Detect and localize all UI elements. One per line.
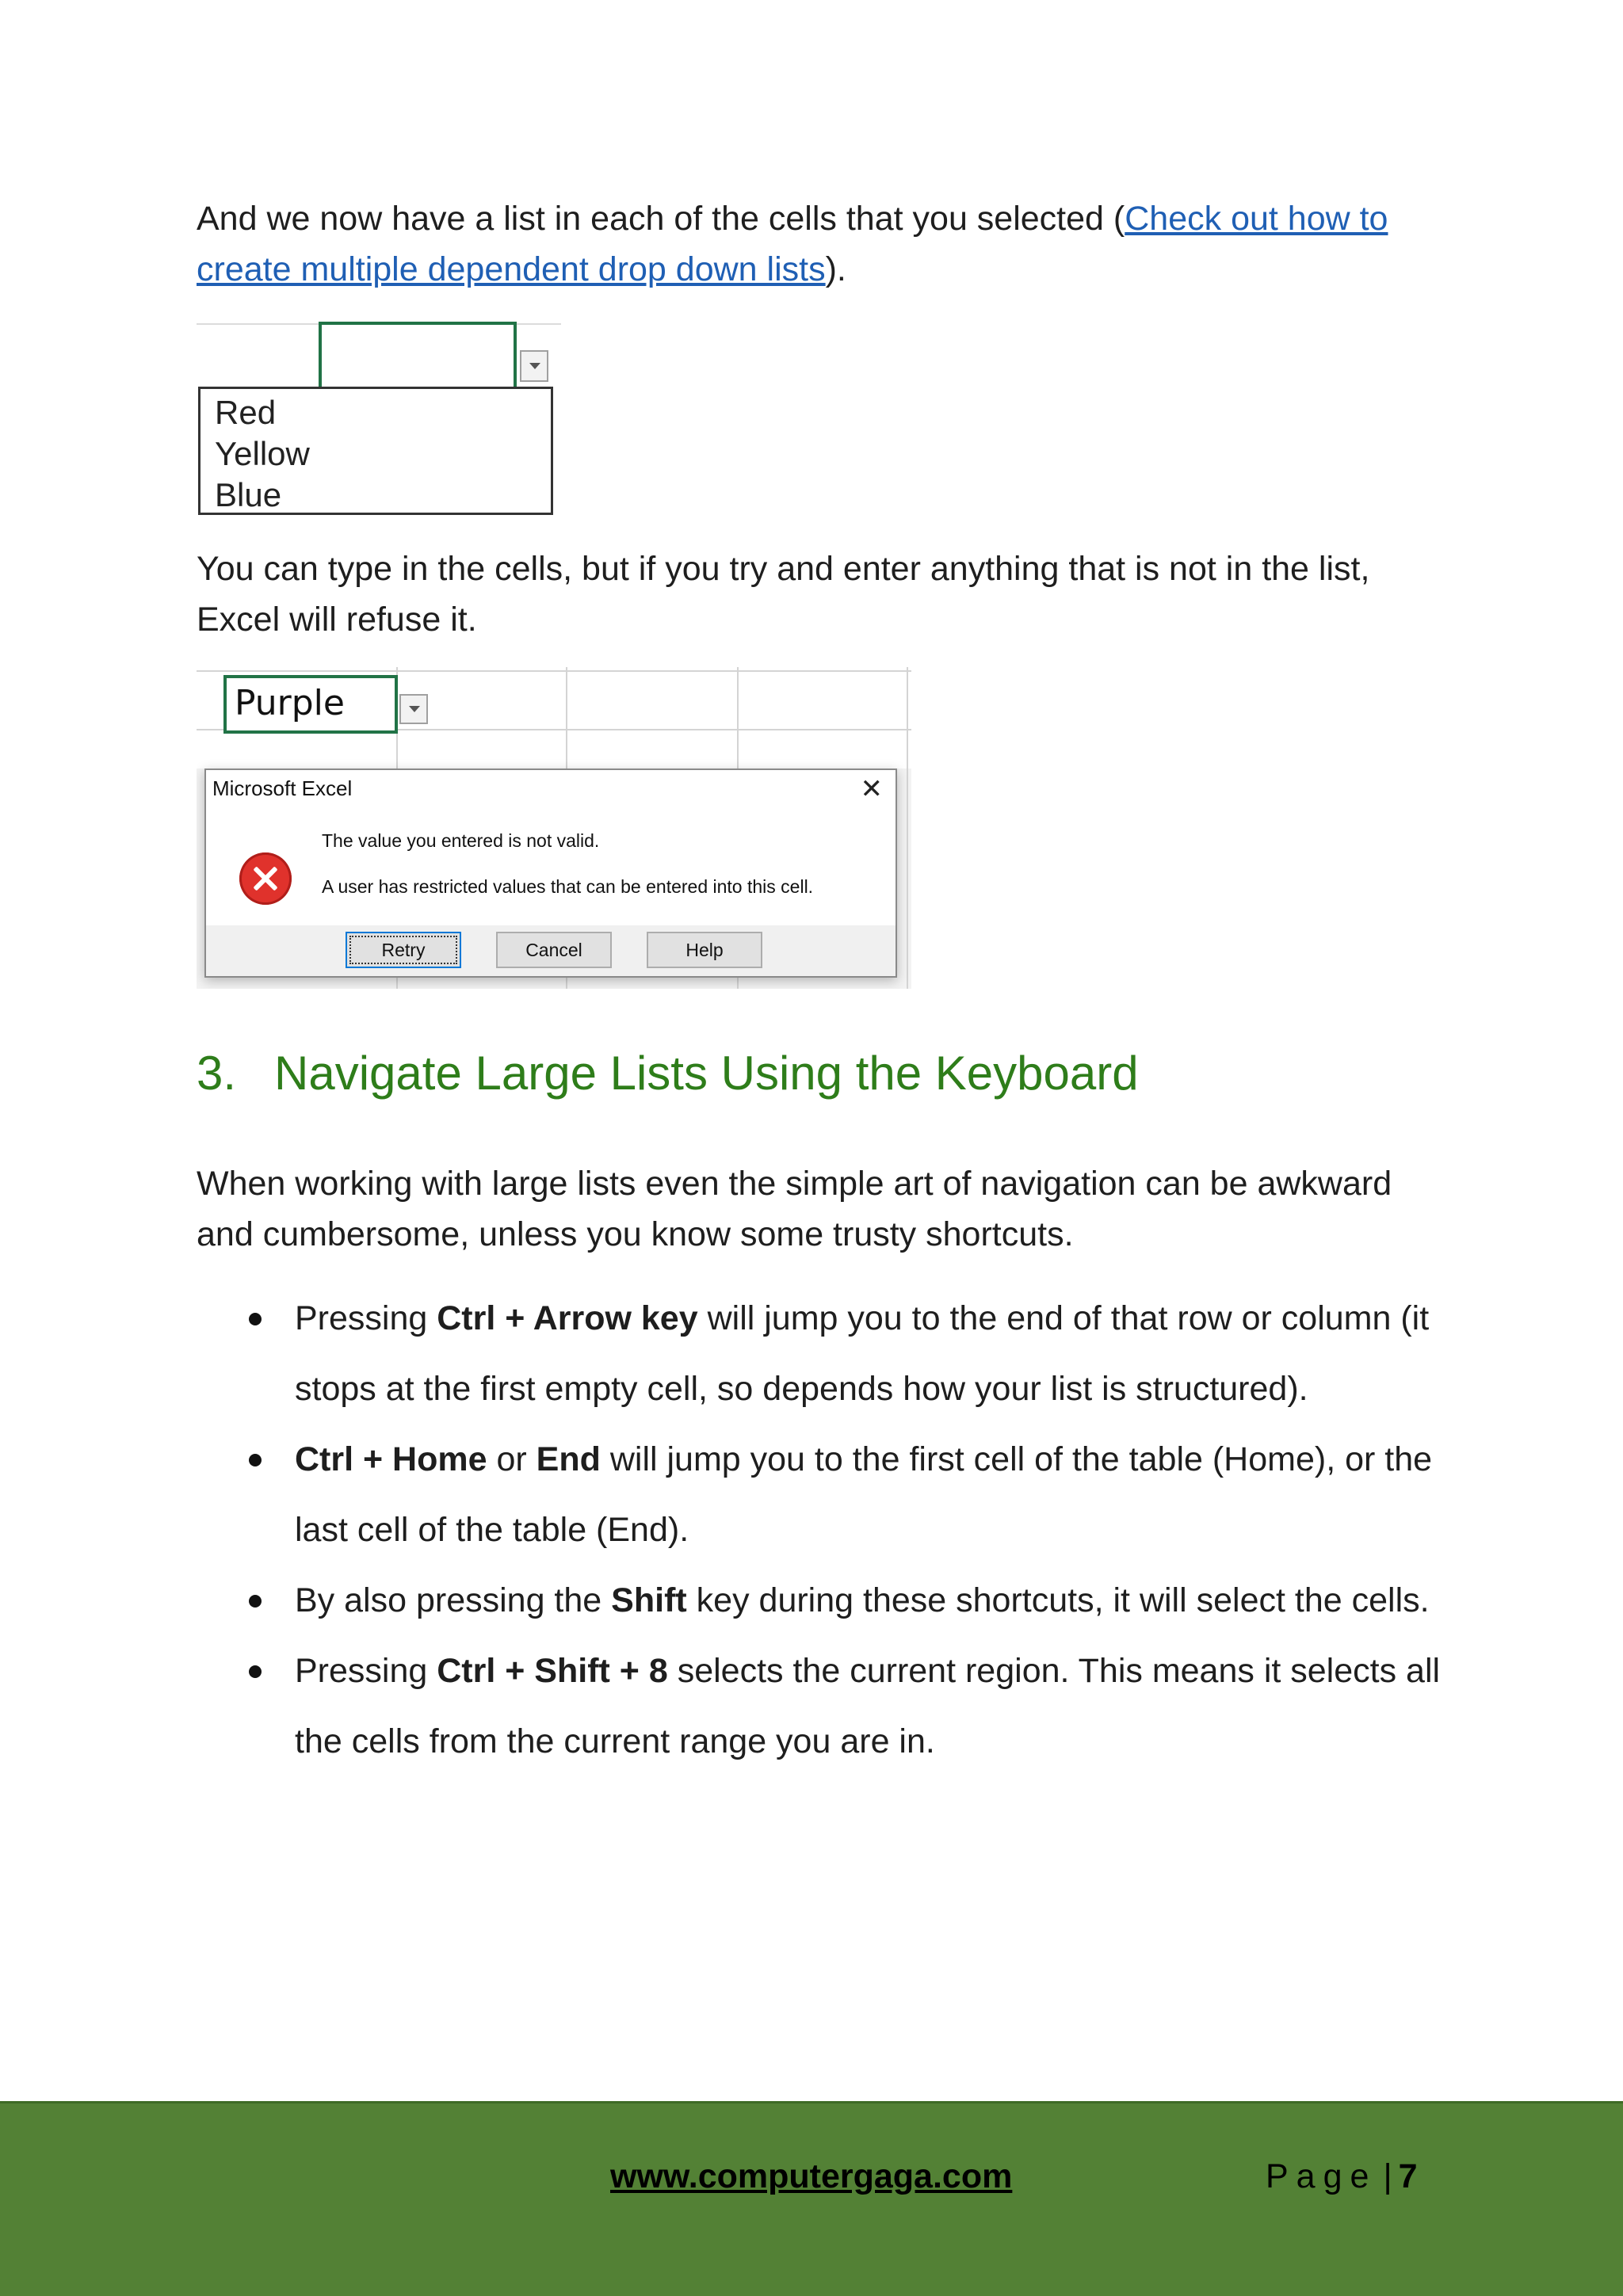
section-number: 3. (197, 1047, 237, 1100)
dropdown-list-screenshot (197, 320, 561, 518)
list-item: Pressing Ctrl + Shift + 8 selects the current region. This means it selects all the cells from the current range you are in. (197, 1636, 1449, 1777)
retry-button[interactable]: Retry (346, 932, 461, 968)
cell-value: Purple (235, 683, 345, 723)
dropdown-arrow-icon[interactable] (520, 350, 548, 382)
intro-paragraph (197, 193, 1433, 295)
error-dialog (204, 769, 897, 978)
close-icon[interactable]: ✕ (860, 774, 883, 804)
dialog-body (206, 814, 896, 932)
help-button[interactable]: Help (647, 932, 762, 968)
dropdown-arrow-icon[interactable] (399, 694, 428, 724)
list-item: By also pressing the Shift key during these shortcuts, it will select the cells. (197, 1566, 1449, 1636)
selected-cell[interactable] (319, 322, 517, 390)
section-heading (197, 1046, 1139, 1100)
cancel-button[interactable]: Cancel (496, 932, 612, 968)
dependent-lists-link[interactable]: Check out how to create multiple dependent drop down lists (197, 200, 1388, 288)
shortcut-list (197, 1283, 1449, 1777)
page-number: Page | 7 (1266, 2157, 1418, 2195)
intro-text: And we now have a list in each of the cells that you selected ( (197, 200, 1125, 238)
intro-text-end: ). (825, 250, 846, 288)
dialog-footer (206, 925, 896, 976)
website-link[interactable]: www.computergaga.com (610, 2157, 1013, 2195)
gridline (907, 667, 908, 989)
excel-error-screenshot (197, 667, 911, 989)
list-item[interactable]: Blue (215, 476, 282, 513)
restrict-paragraph: You can type in the cells, but if you try and enter anything that is not in the list, Excel will refuse it. (197, 550, 1370, 639)
section-title: Navigate Large Lists Using the Keyboard (274, 1047, 1139, 1100)
error-message: The value you entered is not valid. (322, 830, 600, 851)
dropdown-listbox[interactable] (198, 387, 553, 515)
list-item: Pressing Ctrl + Arrow key will jump you to the end of that row or column (it stops at the first empty cell, so depends how your list is structured). (197, 1283, 1449, 1425)
error-icon (239, 852, 292, 905)
selected-cell[interactable] (223, 675, 398, 734)
list-item: Ctrl + Home or End will jump you to the first cell of the table (Home), or the last cell of the table (End). (197, 1425, 1449, 1566)
page-footer (0, 2101, 1623, 2296)
error-detail: A user has restricted values that can be entered into this cell. (322, 876, 814, 897)
dialog-title: Microsoft Excel (212, 776, 353, 800)
gridline (197, 670, 911, 672)
section-intro: When working with large lists even the simple art of navigation can be awkward and cumbersome, unless you know some trusty shortcuts. (197, 1165, 1392, 1253)
list-item[interactable]: Red (215, 394, 277, 431)
list-item[interactable]: Yellow (215, 435, 310, 472)
